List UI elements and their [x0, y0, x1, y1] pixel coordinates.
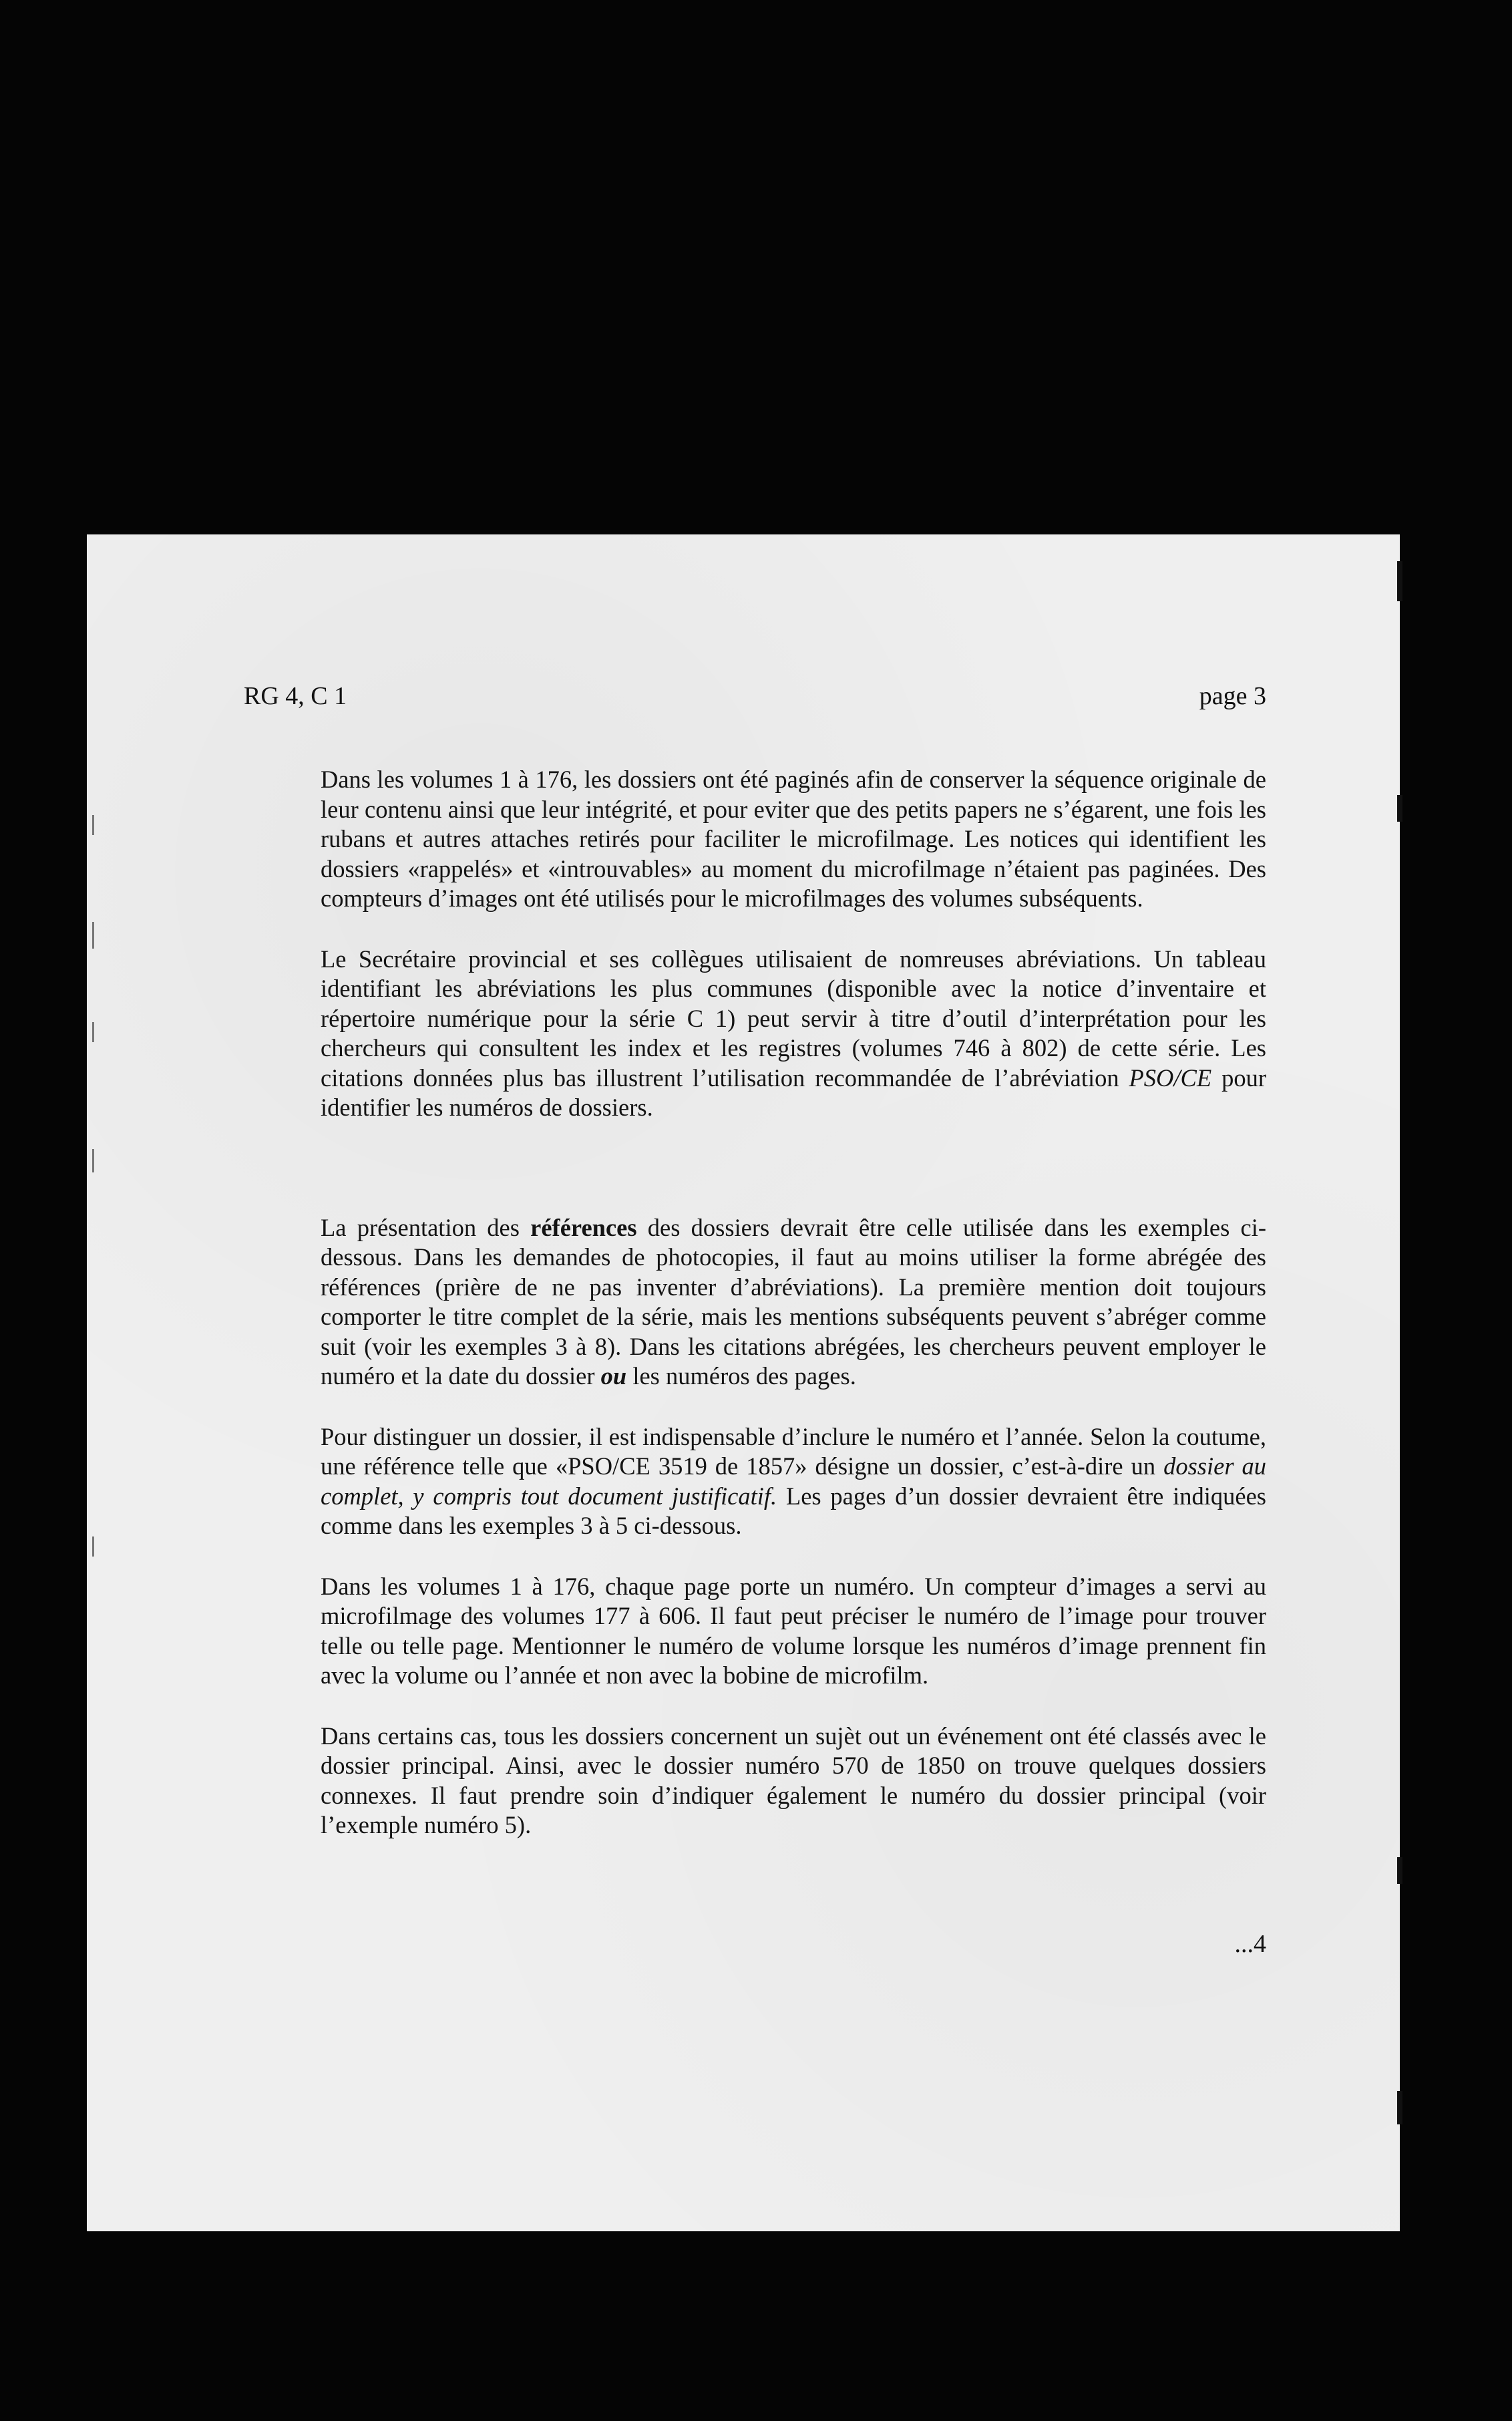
scan-mark [92, 1149, 94, 1172]
scan-mark [1397, 1857, 1402, 1884]
text-run: les numéros des pages. [626, 1362, 856, 1390]
paragraph-related-dossiers: Dans certains cas, tous les dossiers concernent un sujèt out un événement ont été classés avec le dossier principal. Ainsi, avec le dossier numéro 570 de 1850 on trouve quelques dossiers connexes. Il faut prendre soin d’indiquer également le numéro du dossier principal (voir l’exemple numéro 5). [321, 1722, 1266, 1838]
continuation-marker: ...4 [1234, 1930, 1266, 1958]
paragraph-references [321, 1213, 1266, 1392]
text-run: Pour distinguer un dossier, il est indispensable d’inclure le numéro et l’année. Selon la coutume, une référence telle que «PSO/CE 3519 de 1857» désigne un dossier, c’est-à-dire un [321, 1422, 1266, 1480]
paragraph-distinguish [321, 1422, 1266, 1541]
text-run: pour identifier les numéros de dossiers. [321, 1064, 1267, 1121]
document-page [87, 534, 1400, 2231]
scan-mark [1397, 2091, 1402, 2124]
series-reference: RG 4, C 1 [244, 682, 347, 710]
dossier-italic: dossier au complet, y compris tout document justificatif. [321, 1452, 1266, 1510]
references-bold: références [530, 1213, 637, 1241]
body-text [321, 765, 1266, 1840]
text-run: Les pages d’un dossier devraient être indiquées comme dans les exemples 3 à 5 ci-dessous. [321, 1482, 1266, 1539]
paragraph-image-counter: Dans les volumes 1 à 176, chaque page porte un numéro. Un compteur d’images a servi au microfilmage des volumes 177 à 606. Il faut peut préciser le numéro de l’image pour trouver telle ou telle page. Mentionner le numéro de volume lorsque les numéros d’image prennent fin avec la volume ou l’année et non avec la bobine de microfilm. [321, 1572, 1266, 1689]
scan-mark [92, 1537, 94, 1557]
scan-mark [92, 815, 94, 835]
text-run: des dossiers devrait être celle utilisée dans les exemples ci-dessous. Dans les demandes de photocopies, il faut au moins utiliser la forme abrégée des références (prière de ne pas inventer d’abréviations). La première mention doit toujours comporter le titre complet de la série, mais les mentions subséquents peuvent s’abréger comme suit (voir les exemples 3 à 8). Dans les citations abrégées, les chercheurs peuvent employer le numéro et la date du dossier [321, 1213, 1266, 1390]
text-run: La présentation des [321, 1213, 531, 1241]
paragraph-pagination: Dans les volumes 1 à 176, les dossiers ont été paginés afin de conserver la séquence originale de leur contenu ainsi que leur intégrité, et pour eviter que des petits papers ne s’égarent, une fois les rubans et autres attaches retirés pour faciliter le microfilmage. Les notices qui identifient les dossiers «rappelés» et «introuvables» au moment du microfilmage n’étaient pas paginées. Des compteurs d’images ont été utilisés pour le microfilmages des volumes subséquents. [321, 766, 1266, 912]
scan-mark [1397, 795, 1402, 822]
ou-bold-italic: ou [600, 1362, 627, 1390]
text-run: Le Secrétaire provincial et ses collègues utilisaient de nomreuses abréviations. Un tableau identifiant les abréviations les plus communes (disponible avec la notice d’inventaire et répertoire numérique pour la série C 1) peut servir à titre d’outil d’interprétation pour les chercheurs qui consultent les index et les registres (volumes 746 à 802) de cette série. Les citations données plus bas illustrent l’utilisation recommandée de l’abréviation [321, 945, 1266, 1092]
page-number: page 3 [1199, 682, 1266, 710]
abbreviation-italic: PSO/CE [1129, 1064, 1212, 1092]
scan-mark [92, 922, 94, 949]
scan-mark [92, 1022, 94, 1042]
scan-mark [1397, 561, 1402, 601]
paragraph-abbreviations [321, 945, 1266, 1123]
